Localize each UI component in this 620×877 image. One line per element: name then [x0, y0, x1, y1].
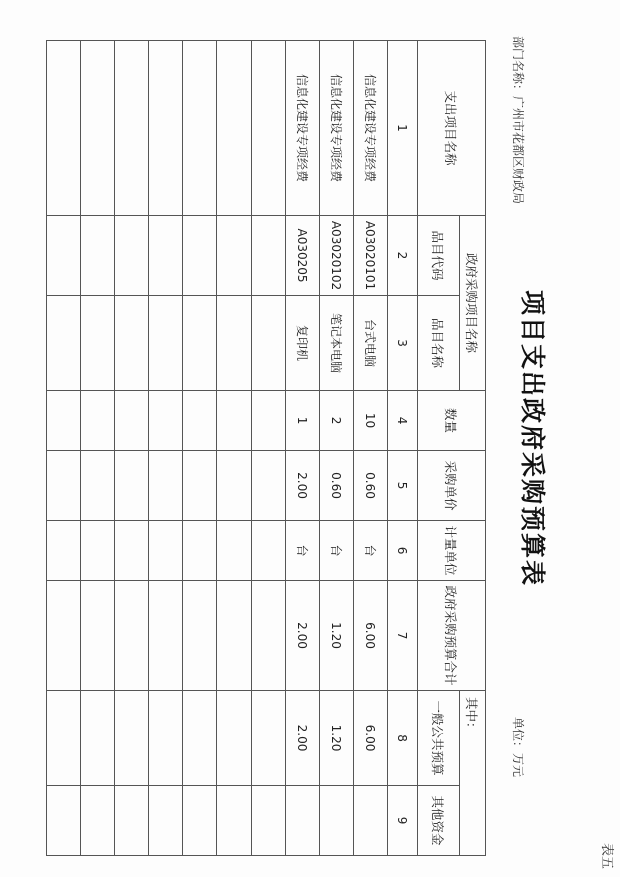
empty-row: [217, 41, 251, 856]
empty-row: [115, 41, 149, 856]
empty-cell: [81, 296, 115, 391]
measure-unit-cell: 台: [285, 521, 319, 581]
index-cell: 4: [387, 391, 417, 451]
empty-cell: [149, 691, 183, 786]
index-cell: 8: [387, 691, 417, 786]
empty-cell: [81, 451, 115, 521]
other-funds-cell: [353, 786, 387, 856]
total-cell: 1.20: [319, 581, 353, 691]
empty-cell: [115, 581, 149, 691]
header-general-budget: 一般公共预算: [417, 691, 459, 786]
empty-cell: [115, 451, 149, 521]
header-other-funds: 其他资金: [417, 786, 459, 856]
empty-cell: [47, 41, 81, 216]
empty-cell: [81, 391, 115, 451]
header-quantity: 数量: [417, 391, 485, 451]
empty-cell: [217, 41, 251, 216]
total-cell: 2.00: [285, 581, 319, 691]
empty-cell: [183, 41, 217, 216]
empty-cell: [183, 581, 217, 691]
empty-cell: [47, 451, 81, 521]
empty-cell: [115, 41, 149, 216]
budget-table: [46, 40, 486, 856]
empty-cell: [183, 786, 217, 856]
empty-cell: [115, 216, 149, 296]
empty-cell: [149, 41, 183, 216]
index-row: [387, 41, 417, 856]
item-name-cell: 笔记本电脑: [319, 296, 353, 391]
empty-cell: [251, 521, 285, 581]
department-label: 部门名称：广州市花都区财政局: [511, 36, 525, 205]
empty-cell: [251, 216, 285, 296]
index-cell: 3: [387, 296, 417, 391]
empty-cell: [251, 296, 285, 391]
empty-row: [81, 41, 115, 856]
empty-cell: [183, 451, 217, 521]
empty-cell: [47, 391, 81, 451]
empty-cell: [47, 786, 81, 856]
page-title: 项目支出政府采购预算表: [518, 289, 547, 587]
index-cell: 1: [387, 41, 417, 216]
empty-cell: [81, 581, 115, 691]
index-cell: 5: [387, 451, 417, 521]
index-cell: 2: [387, 216, 417, 296]
empty-cell: [217, 691, 251, 786]
empty-cell: [149, 296, 183, 391]
empty-cell: [81, 691, 115, 786]
unit-label: 单位：万元: [511, 716, 525, 777]
empty-cell: [149, 581, 183, 691]
project-cell: 信息化建设专项经费: [319, 41, 353, 216]
general-budget-cell: 2.00: [285, 691, 319, 786]
empty-cell: [251, 786, 285, 856]
empty-cell: [115, 521, 149, 581]
quantity-cell: 2: [319, 391, 353, 451]
empty-cell: [183, 296, 217, 391]
empty-cell: [81, 41, 115, 216]
measure-unit-cell: 台: [319, 521, 353, 581]
table-row: [353, 41, 387, 856]
empty-cell: [47, 521, 81, 581]
empty-cell: [251, 581, 285, 691]
empty-cell: [47, 581, 81, 691]
empty-cell: [217, 521, 251, 581]
empty-row: [251, 41, 285, 856]
measure-unit-cell: 台: [353, 521, 387, 581]
project-cell: 信息化建设专项经费: [353, 41, 387, 216]
empty-cell: [217, 786, 251, 856]
empty-cell: [115, 691, 149, 786]
empty-cell: [183, 391, 217, 451]
other-funds-cell: [319, 786, 353, 856]
empty-row: [149, 41, 183, 856]
empty-cell: [149, 216, 183, 296]
empty-cell: [251, 391, 285, 451]
total-cell: 6.00: [353, 581, 387, 691]
header-measure-unit: 计量单位: [417, 521, 485, 581]
empty-row: [47, 41, 81, 856]
empty-cell: [149, 521, 183, 581]
empty-cell: [217, 216, 251, 296]
empty-cell: [115, 391, 149, 451]
header-purchase-item-group: 政府采购项目名称: [459, 216, 485, 391]
project-cell: 信息化建设专项经费: [285, 41, 319, 216]
empty-cell: [47, 296, 81, 391]
empty-cell: [47, 691, 81, 786]
item-code-cell: A030205: [285, 216, 319, 296]
empty-cell: [251, 41, 285, 216]
unit-price-cell: 0.60: [319, 451, 353, 521]
index-cell: 6: [387, 521, 417, 581]
empty-cell: [81, 521, 115, 581]
header-item-code: 品目代码: [417, 216, 459, 296]
unit-price-cell: 0.60: [353, 451, 387, 521]
empty-cell: [251, 451, 285, 521]
empty-cell: [183, 691, 217, 786]
empty-cell: [217, 296, 251, 391]
empty-cell: [81, 216, 115, 296]
empty-row: [183, 41, 217, 856]
empty-cell: [149, 391, 183, 451]
empty-cell: [115, 296, 149, 391]
empty-cell: [115, 786, 149, 856]
empty-cell: [251, 691, 285, 786]
unit-price-cell: 2.00: [285, 451, 319, 521]
header-project-name: 支出项目名称: [417, 41, 485, 216]
item-name-cell: 台式电脑: [353, 296, 387, 391]
empty-cell: [217, 581, 251, 691]
empty-cell: [149, 786, 183, 856]
header-total: 政府采购预算合计: [417, 581, 485, 691]
general-budget-cell: 6.00: [353, 691, 387, 786]
header-item-name: 品目名称: [417, 296, 459, 391]
table-row: [285, 41, 319, 856]
quantity-cell: 1: [285, 391, 319, 451]
empty-cell: [149, 451, 183, 521]
item-name-cell: 复印机: [285, 296, 319, 391]
general-budget-cell: 1.20: [319, 691, 353, 786]
header-row-1: [459, 41, 485, 856]
quantity-cell: 10: [353, 391, 387, 451]
table-row: [319, 41, 353, 856]
empty-cell: [183, 216, 217, 296]
item-code-cell: A03020101: [353, 216, 387, 296]
empty-cell: [217, 391, 251, 451]
header-unit-price: 采购单价: [417, 451, 485, 521]
other-funds-cell: [285, 786, 319, 856]
empty-cell: [217, 451, 251, 521]
empty-cell: [81, 786, 115, 856]
index-cell: 9: [387, 786, 417, 856]
header-of-which: 其中：: [459, 691, 485, 856]
empty-cell: [47, 216, 81, 296]
form-tag: 表五: [599, 842, 614, 869]
index-cell: 7: [387, 581, 417, 691]
item-code-cell: A03020102: [319, 216, 353, 296]
empty-cell: [183, 521, 217, 581]
